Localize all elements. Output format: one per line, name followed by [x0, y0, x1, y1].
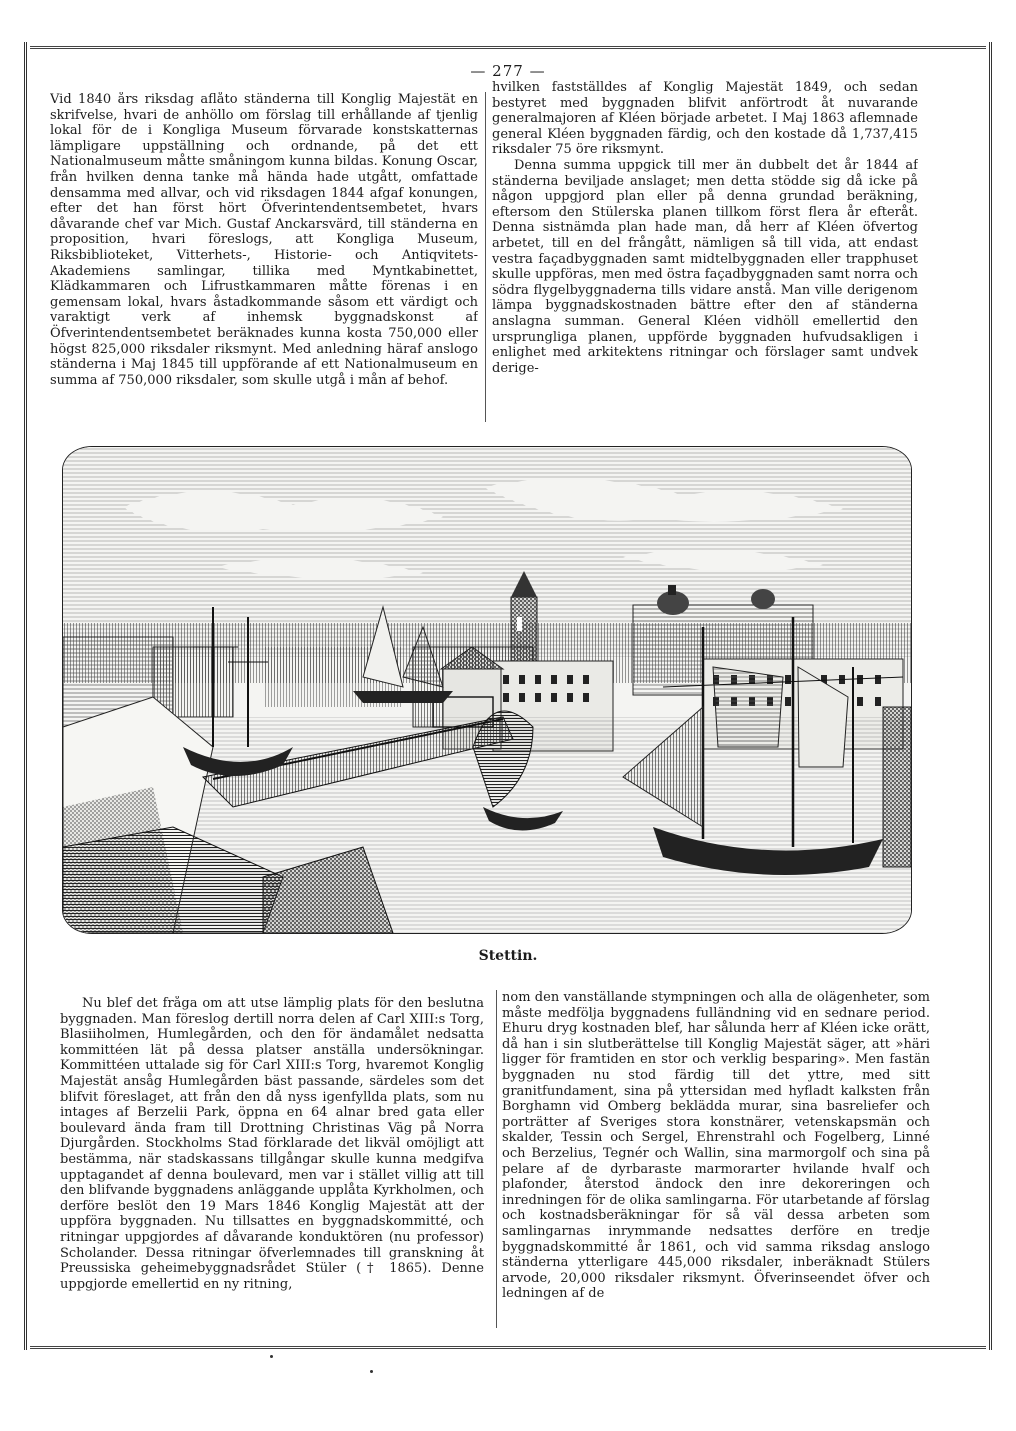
top-right-column — [492, 80, 918, 422]
speck — [370, 1370, 373, 1373]
illustration-caption: Stettin. — [478, 948, 538, 964]
paragraph: Denna summa uppgick till mer än dubbelt det år 1844 af ständerna beviljade anslaget; men detta stödde sig då icke på någon uppgjord plan eller på denna grundad beräkning, eftersom den Stülerska planen tillkom först flera år efteråt. Denna sistnämda plan hade man, då herr af Kléen öfvertog arbetet, till en del frångått, nämligen så till vida, att endast vestra façadbyggnaden samt midtelbyggnaden eller trapphuset skulle uppföras, men med östra façadbyggnaden samt norra och södra flygelbyggnaderna tills vidare anstå. Man ville derigenom lämpa byggnadskostnaden bättre efter den af ständerna anslagna summan. General Kléen vidhöll emellertid den ursprungliga planen, uppförde byggnaden hufvudsakligen i enlighet med arkitektens ritningar och förslager samt undvek derige- — [492, 157, 918, 376]
paragraph: Nu blef det fråga om att utse lämplig plats för den beslutna byggnaden. Man föreslog dertill norra delen af Carl XIII:s Torg, Blasiiholmen, Humlegården, och den för ändamålet nedsatta kommittéen lät på dessa platser anställa undersökningar. Kommittéen uttalade sig för Carl XIII:s Torg, hvaremot Konglig Majestät ansåg Humlegården bäst passande, särdeles som det blifvit föreslaget, att från den då nyss igenfyllda plats, som nu intages af Berzelii Park, öppna en 64 alnar bred gata eller boulevard ända fram till Drottning Christinas Väg på Norra Djurgården. Stockholms Stad förklarade det likväl omöjligt att bestämma, när stadskassans tillgångar skulle kunna medgifva upptagandet af denna boulevard, men var i stället villig att till den blifvande byggnadens anläggande upplåta Kyrkholmen, och derföre beslöt den 19 Mars 1846 Konglig Majestät att der uppföra byggnaden. Nu tillsattes en byggnadskommitté, och ritningar uppgjordes af dåvarande konduktören (nu professor) Scholander. Dessa ritningar öfverlemnades till granskning åt Preussiska geheimebyggnadsrådet Stüler († 1865). Denne uppgjorde emellertid en ny ritning, — [60, 996, 484, 1292]
paragraph: Vid 1840 års riksdag aflåto ständerna till Konglig Majestät en skrifvelse, hvari de anhöllo om förslag till erhållande af tjenlig lokal för de i Kongliga Museum förvarade konstskatternas lämpligare uppställning och ordnande, på det ett Nationalmuseum måtte småningom kunna bildas. Konung Oscar, från hvilken denna tanke må hända hade utgått, omfattade densamma med allvar, och vid riksdagen 1844 afgaf konungen, efter det han först hört Öfverintendentsembetet, hvars dåvarande chef var Mich. Gustaf Anckarsvärd, till ständerna en proposition, hvari föreslogs, att Kongliga Museum, Riksbiblioteket, Vitterhets-, Historie- och Antiqvitets-Akademiens samlingar, tillika med Myntkabinettet, Klädkammaren och Lifrustkammaren måtte förenas i en gemensam lokal, hvars åstadkommande såsom ett värdigt och varaktigt verk af inhemsk byggnadskonst af Öfverintendentsembetet beräknades kunna kosta 750,000 eller högst 825,000 riksdaler riksmynt. Med anledning häraf anslogo ständerna i Maj 1845 till uppförande af ett Nationalmuseum en summa af 750,000 riksdaler, som skulle utgå i mån af behof. — [50, 92, 478, 388]
bottom-right-column — [502, 990, 930, 1328]
page-number: — 277 — — [470, 62, 546, 80]
column-divider-top — [485, 92, 486, 422]
bottom-rule — [30, 1346, 986, 1349]
stettin-engraving — [62, 446, 912, 934]
paragraph: hvilken fastställdes af Konglig Majestät 1849, och sedan bestyret med byggnaden blifvit anförtrodt åt nuvarande generalmajoren af Kléen började arbetet. I Maj 1863 aflemnade general Kléen byggnaden färdig, och den kostade då 1,737,415 riksdaler 75 öre riksmynt. — [492, 80, 918, 158]
top-rule — [30, 46, 986, 49]
top-left-column — [50, 92, 478, 412]
paragraph: nom den vanställande stympningen och alla de olägenheter, som måste medfölja byggnadens fulländning vid en sednare period. Ehuru dryg kostnaden blef, har sålunda herr af Kléen icke orätt, då han i sin slutberättelse till Konglig Majestät säger, att »häri ligger för framtiden en stor och verklig besparing». Men fastän byggnaden nu stod färdig till det yttre, med sitt granitfundament, sina på yttersidan med hyfladt kalksten från Borghamn vid Omberg beklädda murar, sina basreliefer och porträtter af Sveriges stora konstnärer, vetenskapsmän och skalder, Tessin och Sergel, Ehrenstrahl och Fogelberg, Linné och Berzelius, Tegnér och Wallin, sina marmorgolf och sina på pelare af de dyrbaraste marmorarter hvilande hvalf och plafonder, återstod ändock den inre dekoreringen och inredningen för de olika samlingarna. För utarbetande af förslag och kostnadsberäkningar för så väl dessa arbeten som samlingarnas inrymmande nedsattes derföre en tredje byggnadskommitté år 1861, och vid samma riksdag anslogo ständerna ytterligare 445,000 riksdaler, inberäknadt Stülers arvode, 20,000 riksdaler riksmynt. Öfverinseendet öfver och ledningen af de — [502, 990, 930, 1302]
column-divider-bottom — [496, 990, 497, 1328]
bottom-left-column — [60, 996, 484, 1328]
speck — [270, 1355, 273, 1358]
